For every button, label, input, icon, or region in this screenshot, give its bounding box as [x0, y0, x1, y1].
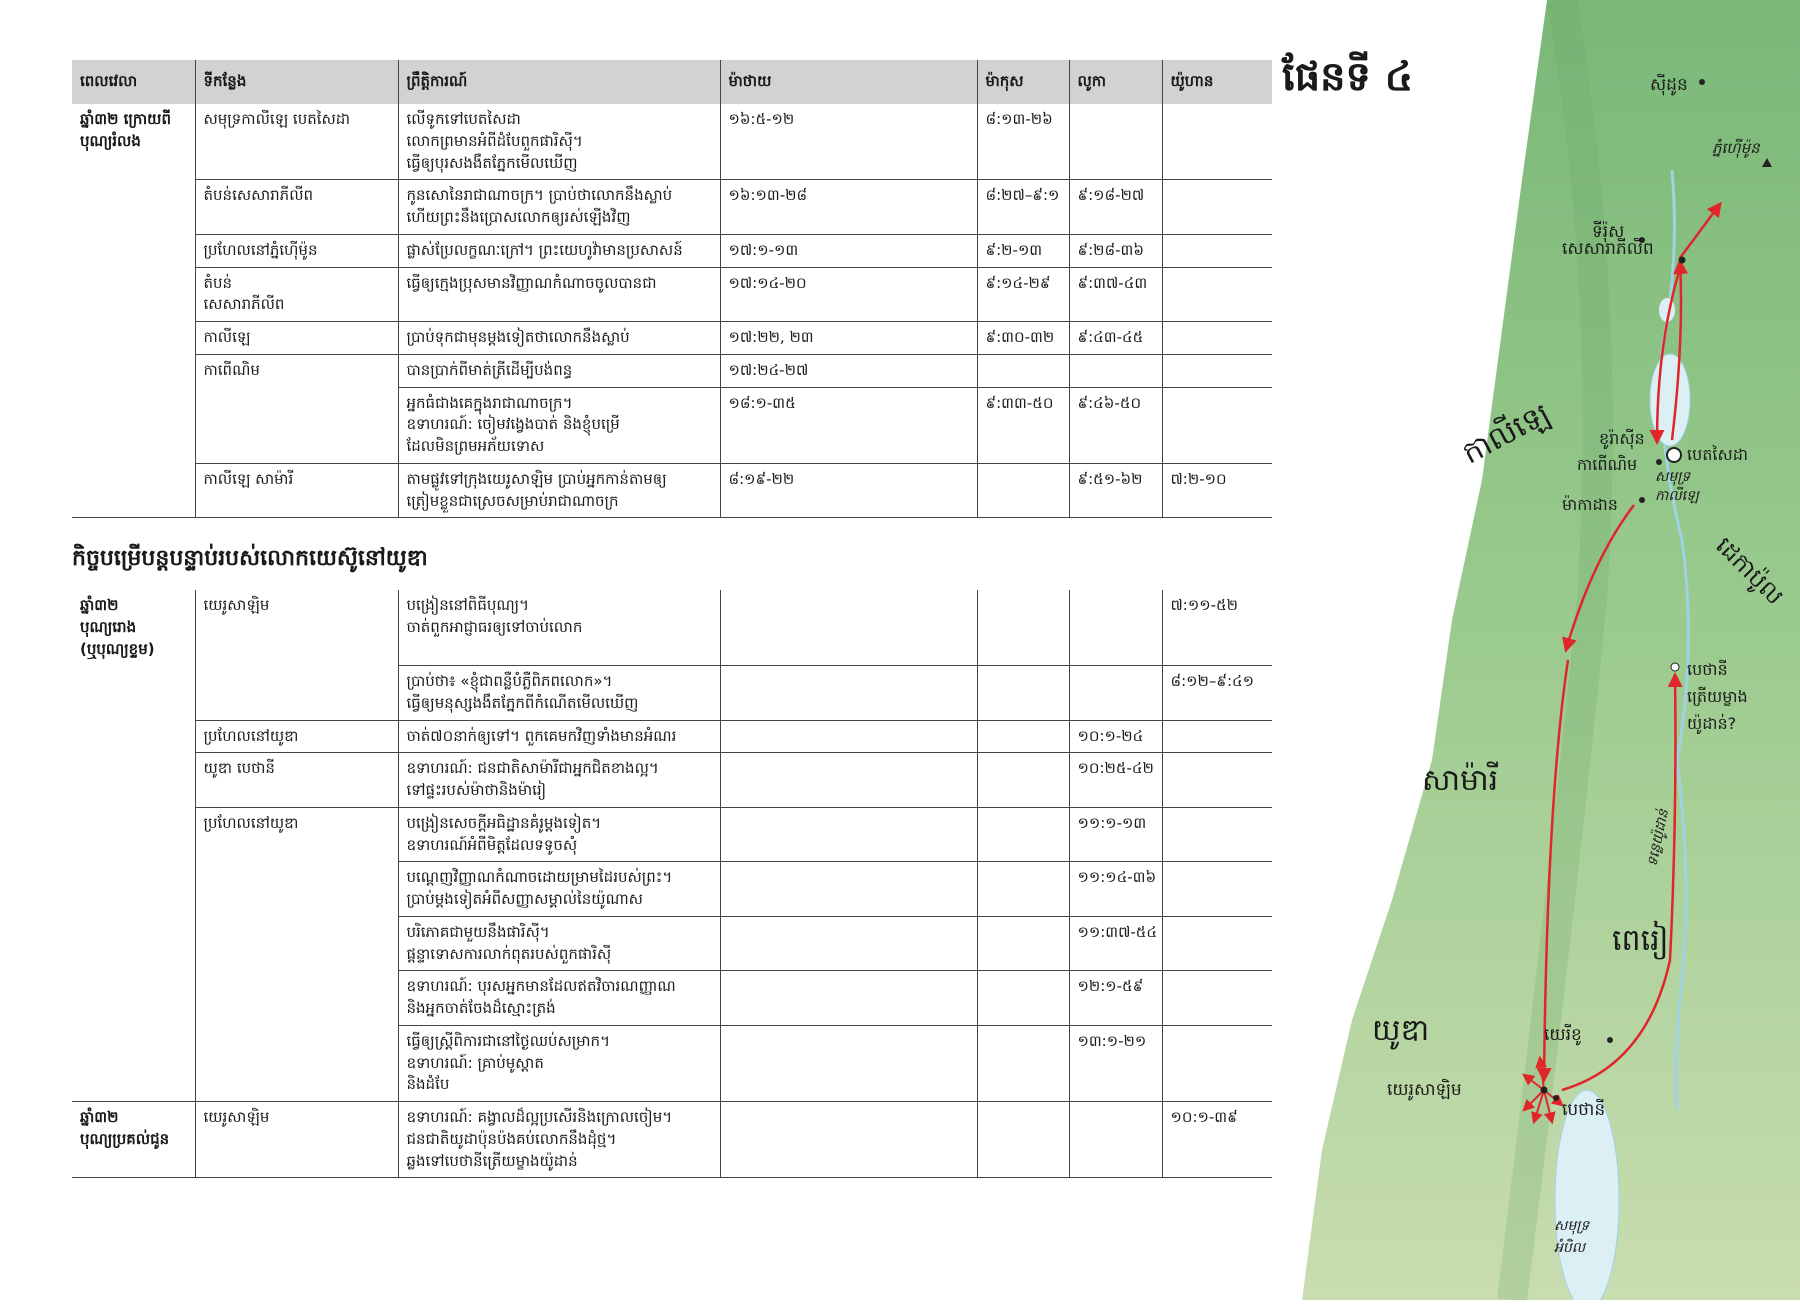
period-cell: [72, 916, 195, 971]
place-cell-line: តំបន់: [203, 273, 233, 292]
john-ref: [1162, 753, 1272, 808]
table-row: [72, 234, 1272, 267]
period-cell: [72, 807, 195, 862]
label-bethany: បេថានី: [1562, 1100, 1606, 1120]
period-cell: [72, 666, 195, 721]
john-ref: [1162, 971, 1272, 1026]
label-capernaum: កាពើណិម: [1577, 455, 1638, 474]
period-cell: [72, 590, 195, 665]
john-ref: [1162, 180, 1272, 235]
mark-ref: [977, 590, 1069, 665]
event-cell: [398, 234, 720, 267]
mark-ref: ៩:៣០-៣២: [977, 322, 1069, 355]
john-ref: ៨:១២–៩:៤១: [1162, 666, 1272, 721]
period-cell: [72, 720, 195, 753]
place-cell: [195, 180, 398, 235]
label-samaria: សាម៉ារី: [1422, 763, 1499, 798]
period-cell-line: បុណ្យប្រគល់ជូន: [80, 1129, 170, 1148]
label-sea-galilee-1: សមុទ្រ: [1655, 469, 1691, 485]
place-cell: [195, 104, 398, 180]
label-tyre: ទីរ៉ុស: [1592, 222, 1625, 242]
place-cell-line: សមុទ្រកាលីឡេ បេតសៃដា: [203, 110, 351, 128]
mark-ref: [977, 354, 1069, 387]
period-cell: [72, 1102, 195, 1178]
event-cell-line: ធ្វើឲ្យបុរសងងឹតភ្នែកមើលឃើញ: [406, 153, 578, 172]
table-row: [72, 862, 1272, 917]
luke-ref: ៩:១៨-២៧: [1069, 180, 1162, 235]
event-cell: [398, 916, 720, 971]
event-cell: [398, 267, 720, 322]
mark-ref: [977, 807, 1069, 862]
table-row: [72, 387, 1272, 463]
event-cell: [398, 387, 720, 463]
matthew-ref: ១៧:១-១៣: [720, 234, 977, 267]
place-cell: [195, 862, 398, 917]
label-hermon: ភ្នំហ៊ើម៉ូន: [1712, 139, 1760, 157]
event-cell-line: ចាត់ពួកអាជ្ញាធរឲ្យទៅចាប់លោក: [406, 618, 583, 636]
column-header: លូកា: [1069, 60, 1162, 104]
table-row: [72, 104, 1272, 180]
event-cell-line: ប្រាប់ម្ដងទៀតអំពីសញ្ញាសម្គាល់នៃយ៉ូណាស: [406, 890, 643, 908]
event-cell-line: លើទូកទៅបេតសៃដា: [406, 110, 521, 128]
period-cell-line: ឆ្នាំ៣២: [80, 1108, 119, 1126]
label-bethany-beyond-2: ត្រើយម្ខាង: [1687, 687, 1748, 706]
label-bethany-beyond-3: យ៉ូដាន់?: [1687, 714, 1737, 733]
place-cell: [195, 807, 398, 862]
event-cell-line: ដែលមិនព្រមអភ័យទោស: [406, 437, 545, 455]
matthew-ref: ១៧:១៤-២០: [720, 267, 977, 322]
label-jordan: ទន្លេយ៉ូដាន់: [1644, 808, 1673, 868]
period-cell: [72, 971, 195, 1026]
table-row: [72, 180, 1272, 235]
mark-ref: ៩:១៤-២៩: [977, 267, 1069, 322]
matthew-ref: ១៧:២២, ២៣: [720, 322, 977, 355]
bethany-beyond-dot: [1671, 663, 1679, 671]
matthew-ref: [720, 807, 977, 862]
table-row: [72, 666, 1272, 721]
matthew-ref: ១៨:១-៣៥: [720, 387, 977, 463]
luke-ref: ៩:៤៦-៥០: [1069, 387, 1162, 463]
event-cell-line: បង្រៀននៅពិធីបុណ្យ។: [406, 596, 530, 615]
luke-ref: ៩:៤៣-៤៥: [1069, 322, 1162, 355]
luke-ref: ១០:២៥-៤២: [1069, 753, 1162, 808]
event-cell-line: ធ្វើឲ្យស្ត្រីពិការជានៅថ្ងៃឈប់សម្រាក។: [406, 1031, 610, 1050]
table-row: [72, 753, 1272, 808]
salt-sea: [1555, 1090, 1619, 1300]
timeline-tables: [72, 60, 1272, 1178]
period-cell-line: បុណ្យរោង: [80, 618, 137, 636]
column-header: ម៉ាថាយ: [720, 60, 977, 104]
table-row: [72, 267, 1272, 322]
place-cell: [195, 463, 398, 518]
period-cell: [72, 753, 195, 808]
event-cell-line: ឧទាហរណ៍: ចៀមវង្វេងបាត់ និងខ្ញុំបម្រើ: [406, 415, 620, 434]
event-cell-line: បរិភោគជាមួយនឹងផារិស៊ី។: [406, 922, 550, 941]
place-cell: [195, 720, 398, 753]
column-header: ពេលវេលា: [72, 60, 195, 104]
place-cell: [195, 354, 398, 387]
period-cell: [72, 354, 195, 387]
event-cell: [398, 807, 720, 862]
event-cell: [398, 666, 720, 721]
table-row: [72, 807, 1272, 862]
luke-ref: ១០:១-២៤: [1069, 720, 1162, 753]
event-cell: [398, 720, 720, 753]
period-cell: [72, 104, 195, 180]
john-ref: [1162, 267, 1272, 322]
place-cell: [195, 267, 398, 322]
event-cell-line: ធ្វើឲ្យមនុស្សងងឹតភ្នែកពីកំណើតមើលឃើញ: [406, 693, 639, 712]
matthew-ref: [720, 666, 977, 721]
event-cell: [398, 753, 720, 808]
label-judea: យូឌា: [1372, 1013, 1430, 1048]
section-title: កិច្ចបម្រើបន្តបន្ទាប់របស់លោកយេស៊ូនៅយូឌា: [72, 546, 428, 572]
mark-ref: [977, 971, 1069, 1026]
events-table-1: [72, 60, 1272, 518]
table-row: [72, 354, 1272, 387]
matthew-ref: ១៦:១៣-២៨: [720, 180, 977, 235]
place-cell-line: កាលីឡេ: [203, 328, 251, 346]
place-cell: [195, 387, 398, 463]
john-ref: ៧:២-១០: [1162, 463, 1272, 518]
map-svg: [1262, 0, 1800, 1300]
mark-ref: [977, 1025, 1069, 1101]
event-cell-line: បណ្ដេញវិញ្ញាណកំណាចដោយម្រាមដៃរបស់ព្រះ។: [406, 868, 673, 887]
label-galilee: កាលីឡេ: [1456, 396, 1556, 472]
place-cell: [195, 322, 398, 355]
event-cell-line: ឧទាហរណ៍: គង្វាលដ៏ល្អប្រសើរនិងក្រោលចៀម។: [406, 1108, 673, 1126]
john-ref: [1162, 354, 1272, 387]
period-cell-line: (ឬបុណ្យខ្ទម): [80, 639, 155, 658]
table-row: [72, 463, 1272, 518]
matthew-ref: [720, 590, 977, 665]
mark-ref: ៨:២៧–៩:១: [977, 180, 1069, 235]
mark-ref: [977, 753, 1069, 808]
mark-ref: [977, 463, 1069, 518]
column-header: ម៉ាកុស: [977, 60, 1069, 104]
matthew-ref: [720, 720, 977, 753]
place-cell: [195, 234, 398, 267]
place-cell-line: តំបន់សេសារាភីលីព: [203, 186, 313, 205]
luke-ref: [1069, 666, 1162, 721]
matthew-ref: ៨:១៩-២២: [720, 463, 977, 518]
event-cell-line: កូនសោនៃរាជាណាចក្រ។ ប្រាប់ថាលោកនឹងស្លាប់: [406, 186, 673, 205]
place-cell-line: យេរូសាឡិម: [203, 596, 270, 615]
route-map: [1262, 0, 1800, 1300]
event-cell-line: ជនជាតិយូដាប៉ុនប៉ងគប់លោកនឹងដុំថ្ម។: [406, 1129, 617, 1148]
matthew-ref: [720, 862, 977, 917]
label-bethsaida: បេតសៃដា: [1687, 445, 1748, 464]
place-cell-line: យូឌា បេថានី: [203, 759, 275, 778]
column-header: ទីកន្លែង: [195, 60, 398, 104]
mark-ref: ៩:៣៣-៥០: [977, 387, 1069, 463]
mark-ref: [977, 862, 1069, 917]
map-title: ផែនទី ៤: [1282, 54, 1414, 100]
luke-ref: ១១:១៤-៣៦: [1069, 862, 1162, 917]
label-caesarea: សេសារាភីលីព: [1562, 239, 1654, 259]
event-cell: [398, 1025, 720, 1101]
luke-ref: ៩:២៨-៣៦: [1069, 234, 1162, 267]
label-salt-sea-1: សមុទ្រ: [1554, 1218, 1590, 1234]
mark-ref: [977, 1102, 1069, 1178]
place-cell: [195, 590, 398, 665]
place-cell-line: យេរូសាឡិម: [203, 1108, 270, 1126]
matthew-ref: [720, 916, 977, 971]
luke-ref: ១១:១-១៣: [1069, 807, 1162, 862]
event-cell-line: លោកព្រមានអំពីដំបែពួកផារិស៊ី។: [406, 131, 583, 150]
magadan-dot: [1639, 497, 1645, 503]
event-cell-line: ត្រៀមខ្លួនជាស្រេចសម្រាប់រាជាណាចក្រ: [406, 491, 619, 510]
luke-ref: ១៣:១-២១: [1069, 1025, 1162, 1101]
event-cell: [398, 463, 720, 518]
john-ref: [1162, 720, 1272, 753]
period-cell: [72, 387, 195, 463]
john-ref: ៧:១១-៥២: [1162, 590, 1272, 665]
place-cell-line: ប្រហែលនៅយូឌា: [203, 726, 299, 745]
event-cell-line: ធ្វើឲ្យក្មេងប្រុសមានវិញ្ញាណកំណាចចូលបានជា: [406, 273, 657, 292]
luke-ref: [1069, 104, 1162, 180]
period-cell: [72, 1025, 195, 1101]
matthew-ref: [720, 971, 977, 1026]
period-cell-line: ឆ្នាំ៣២: [80, 596, 119, 615]
table-row: [72, 971, 1272, 1026]
event-cell-line: បានប្រាក់ពីមាត់ត្រីដើម្បីបង់ពន្ធ: [406, 360, 573, 379]
period-cell: [72, 267, 195, 322]
place-cell: [195, 916, 398, 971]
jerusalem-dot: [1541, 1087, 1548, 1094]
label-sidon: ស៊ីដូន: [1650, 75, 1688, 95]
john-ref: [1162, 916, 1272, 971]
caesarea-dot: [1679, 257, 1686, 264]
event-cell: [398, 354, 720, 387]
table-row: [72, 590, 1272, 665]
label-magadan: ម៉ាកាដាន: [1562, 495, 1618, 514]
luke-ref: ១១:៣៧-៥៤: [1069, 916, 1162, 971]
event-cell: [398, 322, 720, 355]
mark-ref: [977, 666, 1069, 721]
place-cell: [195, 753, 398, 808]
period-cell-line: បុណ្យរំលង: [80, 131, 141, 150]
event-cell: [398, 590, 720, 665]
period-cell-line: ឆ្នាំ៣២ ក្រោយពី: [80, 110, 171, 128]
column-header: យ៉ូហាន: [1162, 60, 1272, 104]
period-cell: [72, 862, 195, 917]
luke-ref: ៩:៣៧-៤៣: [1069, 267, 1162, 322]
event-cell: [398, 104, 720, 180]
label-perea: ពេរៀ: [1612, 923, 1669, 958]
place-cell-line: ប្រហែលនៅភ្នំហ៊ើម៉ូន: [203, 240, 318, 259]
matthew-ref: ១៦:៥-១២: [720, 104, 977, 180]
luke-ref: ៩:៥១-៦២: [1069, 463, 1162, 518]
label-jerusalem: យេរូសាឡិម: [1387, 1080, 1462, 1100]
event-cell-line: ឧទាហរណ៍: បុរសអ្នកមានដែលឥតវិចារណញ្ញាណ: [406, 977, 676, 996]
bethany-dot: [1553, 1095, 1559, 1101]
place-cell: [195, 1102, 398, 1178]
table-row: [72, 1102, 1272, 1178]
luke-ref: [1069, 590, 1162, 665]
john-ref: [1162, 862, 1272, 917]
event-cell-line: ផ្លាស់ប្រែលក្ខណៈក្រៅ។ ព្រះយេហូវ៉ាមានប្រសាសន៍: [406, 240, 683, 259]
period-cell: [72, 234, 195, 267]
events-table-2: [72, 590, 1272, 1178]
john-ref: [1162, 807, 1272, 862]
john-ref: [1162, 234, 1272, 267]
john-ref: [1162, 1025, 1272, 1101]
label-salt-sea-2: អំបិល: [1554, 1240, 1586, 1256]
event-cell-line: ផ្ដន្ទាទោសការលាក់ពុតរបស់ពួកផារិស៊ី: [406, 944, 612, 963]
luke-ref: ១២:១-៥៩: [1069, 971, 1162, 1026]
label-decapolis: ដេកាប៉ូល: [1710, 531, 1790, 611]
jericho-dot: [1607, 1037, 1613, 1043]
table-row: [72, 1025, 1272, 1101]
table-row: [72, 720, 1272, 753]
luke-ref: [1069, 1102, 1162, 1178]
mark-ref: ៨:១៣-២៦: [977, 104, 1069, 180]
event-cell: [398, 862, 720, 917]
capernaum-dot: [1656, 459, 1662, 465]
table-row: [72, 322, 1272, 355]
event-cell: [398, 971, 720, 1026]
event-cell-line: បង្រៀនសេចក្ដីអធិដ្ឋានគំរូម្ដងទៀត។: [406, 813, 602, 832]
place-cell-line: កាពើណិម: [203, 360, 260, 379]
event-cell-line: ឆ្លងទៅបេថានីត្រើយម្ខាងយ៉ូដាន់: [406, 1151, 578, 1170]
event-cell-line: និងដំបែ: [406, 1075, 450, 1094]
table-header-row: [72, 60, 1272, 104]
table-row: [72, 916, 1272, 971]
john-ref: ១០:១-៣៩: [1162, 1102, 1272, 1178]
period-cell: [72, 322, 195, 355]
mark-ref: [977, 916, 1069, 971]
event-cell-line: ឧទាហរណ៍អំពីមិត្តដែលទទូចសុំ: [406, 835, 578, 854]
matthew-ref: ១៧:២៤-២៧: [720, 354, 977, 387]
john-ref: [1162, 104, 1272, 180]
event-cell-line: ប្រាប់ទុកជាមុនម្ដងទៀតថាលោកនឹងស្លាប់: [406, 328, 630, 346]
label-bethany-beyond-1: បេថានី: [1687, 660, 1728, 679]
event-cell-line: ចាត់៧០នាក់ឲ្យទៅ។ ពួកគេមកវិញទាំងមានអំណរ: [406, 726, 677, 745]
place-cell-line: កាលីឡេ សាម៉ារី: [203, 469, 294, 488]
label-jericho: យេរីខូ: [1544, 1025, 1582, 1045]
place-cell: [195, 971, 398, 1026]
matthew-ref: [720, 753, 977, 808]
event-cell-line: ហើយព្រះនឹងប្រោសលោកឲ្យរស់ឡើងវិញ: [406, 208, 631, 226]
mark-ref: [977, 720, 1069, 753]
event-cell-line: និងអ្នកចាត់ចែងដ៏ស្មោះត្រង់: [406, 999, 556, 1017]
event-cell-line: ប្រាប់ថា៖ «ខ្ញុំជាពន្លឺបំភ្លឺពិភពលោក»។: [406, 672, 613, 690]
event-cell-line: អ្នកធំជាងគេក្នុងរាជាណាចក្រ។: [406, 393, 573, 412]
label-chorazin: ខូរ៉ាស៊ីន: [1599, 429, 1645, 448]
label-sea-galilee-2: កាលីឡេ: [1655, 488, 1699, 504]
event-cell-line: ទៅផ្ទះរបស់ម៉ាថានិងម៉ារៀ: [406, 781, 547, 799]
place-cell: [195, 666, 398, 721]
period-cell: [72, 180, 195, 235]
period-cell: [72, 463, 195, 518]
john-ref: [1162, 322, 1272, 355]
event-cell-line: ឧទាហរណ៍: ជនជាតិសាម៉ារីជាអ្នកជិតខាងល្អ។: [406, 759, 659, 778]
event-cell-line: ឧទាហរណ៍: គ្រាប់មូស្ដាត: [406, 1053, 544, 1072]
mark-ref: ៩:២-១៣: [977, 234, 1069, 267]
event-cell: [398, 180, 720, 235]
bethsaida-dot: [1667, 448, 1681, 462]
luke-ref: [1069, 354, 1162, 387]
john-ref: [1162, 387, 1272, 463]
place-cell: [195, 1025, 398, 1101]
place-cell-line: សេសារាភីលីព: [203, 295, 285, 314]
matthew-ref: [720, 1025, 977, 1101]
matthew-ref: [720, 1102, 977, 1178]
event-cell: [398, 1102, 720, 1178]
column-header: ព្រឹត្តិការណ៍: [398, 60, 720, 104]
place-cell-line: ប្រហែលនៅយូឌា: [203, 813, 299, 832]
sidon-dot: [1699, 79, 1705, 85]
event-cell-line: តាមផ្លូវទៅក្រុងយេរូសាឡិម ប្រាប់អ្នកកាន់តាមឲ្យ: [406, 469, 667, 488]
